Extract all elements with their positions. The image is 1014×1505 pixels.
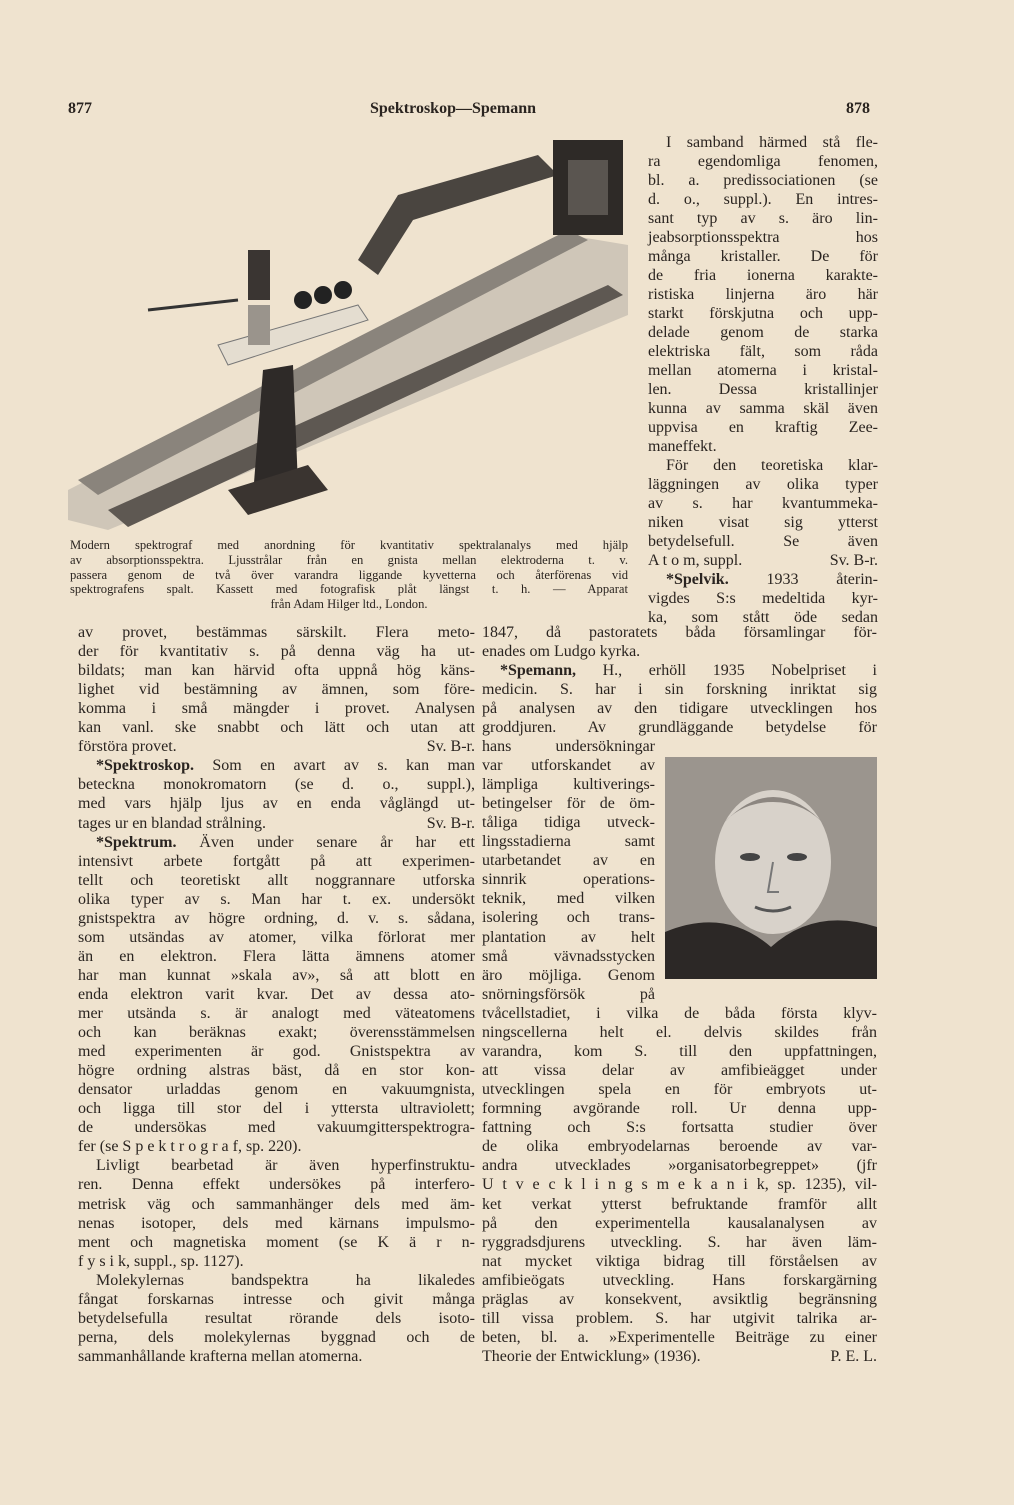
line-text: varandra, kom S. till den uppfattningen,	[482, 1043, 877, 1061]
text-line	[482, 1271, 877, 1290]
line-text: kan vanl. ske snabbt och lätt och utan att	[78, 719, 475, 737]
line-text: och ligga till stor del i yttersta ultraviolett;	[78, 1100, 475, 1118]
entry-headword: *Spektrum.	[96, 833, 177, 851]
text-line	[648, 285, 878, 304]
text-line	[482, 832, 655, 851]
line-text: amfibieögats utveckling. Hans forskargärning	[482, 1271, 877, 1289]
line-text: delade genom de starka	[648, 324, 878, 341]
text-line	[648, 342, 878, 361]
line-text: komma i små mängder i provet. Analysen	[78, 700, 475, 718]
text-line	[78, 718, 475, 737]
text-line	[648, 532, 878, 551]
text-line	[78, 1042, 475, 1061]
line-text: formning avgörande roll. Ur denna upp-	[482, 1100, 877, 1118]
text-line	[78, 1175, 475, 1194]
line-text: densator urladdas genom en vakuumgnista,	[78, 1081, 475, 1099]
text-line	[78, 1347, 475, 1366]
line-text: A t o m, suppl.	[648, 552, 743, 569]
line-text: Molekylernas bandspektra ha likaledes	[96, 1271, 475, 1289]
text-line	[482, 756, 655, 775]
text-line	[648, 380, 878, 399]
line-text: lighet vid bestämning av ämnen, som före-	[78, 681, 475, 699]
text-line	[648, 589, 878, 608]
text-line	[482, 718, 877, 737]
text-line	[78, 1328, 475, 1347]
line-text: gnistspektra av högre ordning, d. v. s. sådana,	[78, 909, 475, 927]
line-text: till vissa problem. S. har utgivit talrika ar-	[482, 1309, 877, 1327]
text-line	[482, 1118, 877, 1137]
line-text: perna, dels molekylernas byggnad och de	[78, 1328, 475, 1346]
text-line	[482, 1175, 877, 1194]
text-line	[78, 1080, 475, 1099]
line-text: der för kvantitativ s. på denna väg ha ut-	[78, 643, 475, 661]
text-line	[70, 553, 628, 568]
line-text: präglas av konsekvent, avsiktlig begränsning	[482, 1290, 877, 1308]
line-text: på analysen av den tidigare utvecklingen hos	[482, 700, 877, 718]
line-text: len. Dessa kristallinjer	[648, 381, 878, 398]
text-line	[648, 133, 878, 152]
text-line	[70, 538, 628, 553]
text-line	[78, 871, 475, 890]
author-signature: P. E. L.	[830, 1347, 877, 1365]
text-line	[78, 814, 475, 833]
text-line	[482, 1023, 877, 1042]
text-line	[482, 1309, 877, 1328]
line-text: betingelser för de öm-	[482, 795, 655, 813]
text-line	[482, 1214, 877, 1233]
line-text: äro möjliga. Genom	[482, 966, 655, 984]
text-line	[482, 623, 877, 642]
line-text: ra egendomliga fenomen,	[648, 153, 878, 170]
spectrograph-photo	[68, 135, 633, 530]
line-text: fer (se S p e k t r o g r a f, sp. 220).	[78, 1138, 302, 1156]
text-line	[648, 418, 878, 437]
line-text: ren. Denna effekt undersökes på interfero-	[78, 1176, 475, 1194]
text-line	[648, 551, 878, 570]
text-line	[482, 908, 655, 927]
line-text: lingsstadierna samt	[482, 833, 655, 851]
line-text: 1847, då pastoratets båda församlingar för-	[482, 624, 877, 641]
line-text: hans undersökningar	[482, 738, 655, 755]
line-text: utvecklingen spela en för embryots ut-	[482, 1081, 877, 1099]
text-line	[78, 1271, 475, 1290]
line-text: att vissa delar av amfibieägget under	[482, 1062, 877, 1080]
text-line	[78, 833, 475, 852]
line-text: ryggradsdjurens utveckling. S. har även läm-	[482, 1233, 877, 1251]
text-line	[78, 852, 475, 871]
text-line	[78, 661, 475, 680]
line-text: vigdes S:s medeltida kyr-	[648, 590, 878, 607]
text-line	[78, 1252, 475, 1271]
text-line	[78, 1290, 475, 1309]
text-line	[78, 1233, 475, 1252]
text-line	[78, 966, 475, 985]
text-line	[648, 437, 878, 456]
text-line	[78, 947, 475, 966]
line-text: än en elektron. Flera lätta ämnens atomer	[78, 947, 475, 965]
text-line	[648, 494, 878, 513]
line-text: ka, som stått öde sedan	[648, 609, 878, 626]
text-line	[648, 513, 878, 532]
text-line	[70, 597, 628, 612]
entry-headword: *Spektroskop.	[96, 757, 194, 775]
text-line	[482, 947, 655, 966]
line-text: de fria ionerna karakte-	[648, 267, 878, 284]
line-text: spektrografens spalt. Kassett med fotografisk plåt längst t. h. — Apparat	[70, 582, 628, 597]
line-text: snörningsförsök på	[482, 985, 655, 1003]
line-text: enda elektron varit kvar. Det av dessa ato-	[78, 985, 475, 1003]
text-line	[482, 661, 877, 680]
line-text: läggningen av olika typer	[648, 476, 878, 493]
text-line	[78, 1214, 475, 1233]
line-text: H., erhöll 1935 Nobelpriset i	[576, 662, 877, 680]
text-line	[78, 928, 475, 947]
line-text: bildats; man kan härvid ofta uppnå hög käns-	[78, 662, 475, 680]
line-text: förstöra provet.	[78, 738, 177, 756]
text-line	[78, 1023, 475, 1042]
line-text: olika typer av s. Man har t. ex. undersökt	[78, 890, 475, 908]
author-signature: Sv. B-r.	[426, 814, 475, 832]
text-line	[70, 568, 628, 583]
line-text: groddjuren. Av grundläggande betydelse för	[482, 719, 877, 737]
line-text: sammanhållande krafterna mellan atomerna.	[78, 1347, 363, 1365]
line-text: d. o., suppl.). En intres-	[648, 191, 878, 208]
text-line	[482, 775, 655, 794]
line-text: elektriska fält, som råda	[648, 343, 878, 360]
line-text: isolering och trans-	[482, 909, 655, 927]
line-text: på den experimentella kausalanalysen av	[482, 1214, 877, 1232]
text-line	[648, 456, 878, 475]
text-line	[78, 1004, 475, 1023]
text-line	[648, 304, 878, 323]
text-line	[482, 1004, 877, 1023]
text-line	[482, 1252, 877, 1271]
line-text: beteckna monokromatorn (se d. o., suppl.),	[78, 776, 475, 794]
line-text: medicin. S. har i sin forskning inriktat sig	[482, 681, 877, 699]
line-text: som utsändas av atomer, vilka förlorat mer	[78, 928, 475, 946]
text-line	[78, 1195, 475, 1214]
text-line	[78, 642, 475, 661]
line-text: ningscellerna helt el. delvis skildes från	[482, 1024, 877, 1042]
text-line	[482, 985, 655, 1004]
running-title: Spektroskop—Spemann	[370, 100, 536, 117]
line-text: I samband härmed stå fle-	[666, 134, 878, 151]
entry-headword: *Spelvik.	[666, 571, 729, 588]
text-line	[482, 794, 655, 813]
author-signature: Sv. B-r.	[829, 552, 878, 569]
text-line	[482, 737, 655, 756]
line-text: mellan atomerna i kristal-	[648, 362, 878, 379]
text-line	[78, 737, 475, 756]
line-text: andra utvecklades »organisatorbegreppet» (jfr	[482, 1157, 877, 1175]
text-line	[482, 1099, 877, 1118]
text-line	[482, 870, 655, 889]
text-line	[482, 1137, 877, 1156]
text-line	[78, 1156, 475, 1175]
line-text: tellt och teoretiskt allt noggrannare utforska	[78, 871, 475, 889]
text-line	[482, 851, 655, 870]
line-text: av s. har kvantummeka-	[648, 495, 878, 512]
text-line	[482, 1156, 877, 1175]
line-text: passera genom de två över varandra liggande kyvetterna och återförenas vid	[70, 567, 628, 582]
text-line	[648, 361, 878, 380]
text-line	[482, 928, 655, 947]
line-text: med vars hjälp ljus av en enda våglängd ut-	[78, 795, 475, 813]
line-text: Även under senare år har ett	[176, 833, 475, 851]
line-text: var utforskandet av	[482, 757, 655, 775]
line-text: sinnrik operations-	[482, 871, 655, 889]
line-text: utarbetandet av en	[482, 852, 655, 870]
entry-headword: *Spemann,	[500, 662, 577, 680]
line-text: nat mycket viktiga bidrag till förståelsen av	[482, 1252, 877, 1270]
text-line	[482, 1347, 877, 1366]
text-line	[648, 190, 878, 209]
line-text: jeabsorptionsspektra hos	[648, 229, 878, 246]
line-text: tvåcellstadiet, i vilka de båda första klyv-	[482, 1005, 877, 1022]
line-text: intensivt arbete fortgått på att experimen-	[78, 852, 475, 870]
line-text: fångat forskarnas intresse och givit många	[78, 1290, 475, 1308]
text-line	[648, 475, 878, 494]
line-text: ket verkat ytterst befruktande framför allt	[482, 1195, 877, 1213]
line-text: högre ordning alstras bäst, då en stor kon-	[78, 1062, 475, 1080]
text-line	[648, 570, 878, 589]
text-line	[482, 813, 655, 832]
line-text: f y s i k, suppl., sp. 1127).	[78, 1252, 244, 1270]
line-text: Modern spektrograf med anordning för kvantitativ spektralanalys med hjälp	[70, 538, 628, 552]
line-text: metrisk väg och sammanhänger dels med äm-	[78, 1195, 475, 1213]
line-text: ment och magnetiska moment (se K ä r n-	[78, 1233, 475, 1251]
line-text: uppvisa en kraftig Zee-	[648, 419, 878, 436]
text-line	[482, 966, 655, 985]
text-line	[78, 909, 475, 928]
page-number-right: 878	[846, 100, 870, 117]
text-line	[78, 985, 475, 1004]
text-line	[482, 1061, 877, 1080]
line-text: och kan beräknas exakt; överensstämmelsen	[78, 1024, 475, 1042]
text-line	[78, 775, 475, 794]
line-text: U t v e c k l i n g s m e k a n i k, sp. 1235), vil-	[482, 1176, 877, 1194]
text-line	[482, 680, 877, 699]
text-line	[78, 794, 475, 813]
author-signature: Sv. B-r.	[426, 738, 475, 756]
line-text: tages ur en blandad strålning.	[78, 814, 266, 832]
line-text: har man kunnat »skala av», så att blott en	[78, 966, 475, 984]
line-text: från Adam Hilger ltd., London.	[270, 597, 428, 612]
text-line	[78, 1099, 475, 1118]
line-text: med experimenten är god. Gnistspektra av	[78, 1043, 475, 1061]
portrait-photo	[665, 757, 877, 979]
line-text: För den teoretiska klar-	[666, 457, 878, 474]
line-text: enades om Ludgo kyrka.	[482, 643, 641, 661]
line-text: av provet, bestämmas särskilt. Flera meto-	[78, 624, 475, 641]
line-text: fattning och S:s fortsatta studier över	[482, 1119, 877, 1137]
page-number-left: 877	[68, 100, 92, 117]
line-text: mer utsända s. är analogt med väteatomens	[78, 1005, 475, 1022]
text-line	[648, 152, 878, 171]
text-line	[78, 680, 475, 699]
line-text: sant typ av s. äro lin-	[648, 210, 878, 227]
text-line	[78, 1137, 475, 1156]
line-text: bl. a. predissociationen (se	[648, 172, 878, 189]
text-line	[648, 228, 878, 247]
line-text: plantation av helt	[482, 928, 655, 946]
line-text: de olika embryodelarnas beroende av var-	[482, 1138, 877, 1156]
text-line	[482, 1195, 877, 1214]
line-text: de undersökas med vakuumgitterspektrogra-	[78, 1119, 475, 1137]
text-line	[482, 889, 655, 908]
line-text: små vävnadsstycken	[482, 947, 655, 965]
text-line	[78, 699, 475, 718]
text-line	[648, 266, 878, 285]
text-line	[482, 1233, 877, 1252]
line-text: maneffekt.	[648, 438, 717, 455]
line-text: starkt förskjutna och upp-	[648, 305, 878, 322]
text-line	[78, 1309, 475, 1328]
text-line	[648, 247, 878, 266]
text-line	[78, 1118, 475, 1137]
line-text: betydelsefull. Se även	[648, 533, 878, 550]
line-text: beten, bl. a. »Experimentelle Beiträge zu einer	[482, 1328, 877, 1346]
line-text: 1933 återin-	[728, 571, 878, 588]
line-text: av absorptionsspektra. Ljusstrålar från en gnista mellan elektroderna t. v.	[70, 552, 628, 567]
text-line	[648, 171, 878, 190]
text-line	[648, 209, 878, 228]
text-line	[78, 1061, 475, 1080]
line-text: ristiska linjerna äro här	[648, 286, 878, 303]
line-text: lämpliga kultiverings-	[482, 776, 655, 794]
text-line	[70, 582, 628, 597]
text-line	[648, 323, 878, 342]
line-text: nenas isotoper, dels med kärnans impulsmo-	[78, 1214, 475, 1232]
text-line	[482, 1328, 877, 1347]
text-line	[482, 1290, 877, 1309]
line-text: teknik, med vilken	[482, 890, 655, 908]
text-line	[482, 1080, 877, 1099]
line-text: många kristaller. De för	[648, 248, 878, 265]
text-line	[482, 1042, 877, 1061]
text-line	[78, 623, 475, 642]
text-line	[482, 642, 877, 661]
line-text: betydelsefulla resultat rörande dels isoto-	[78, 1309, 475, 1327]
text-line	[482, 699, 877, 718]
line-text: Livligt bearbetad är även hyperfinstruktu-	[96, 1157, 475, 1175]
line-text: kunna av samma skäl även	[648, 400, 878, 417]
line-text: tåliga tidiga utveck-	[482, 814, 655, 832]
text-line	[78, 756, 475, 775]
text-line	[648, 399, 878, 418]
line-text: Som en avart av s. kan man	[193, 757, 475, 775]
line-text: niken visat sig ytterst	[648, 514, 878, 531]
text-line	[78, 890, 475, 909]
line-text: Theorie der Entwicklung» (1936).	[482, 1347, 701, 1365]
